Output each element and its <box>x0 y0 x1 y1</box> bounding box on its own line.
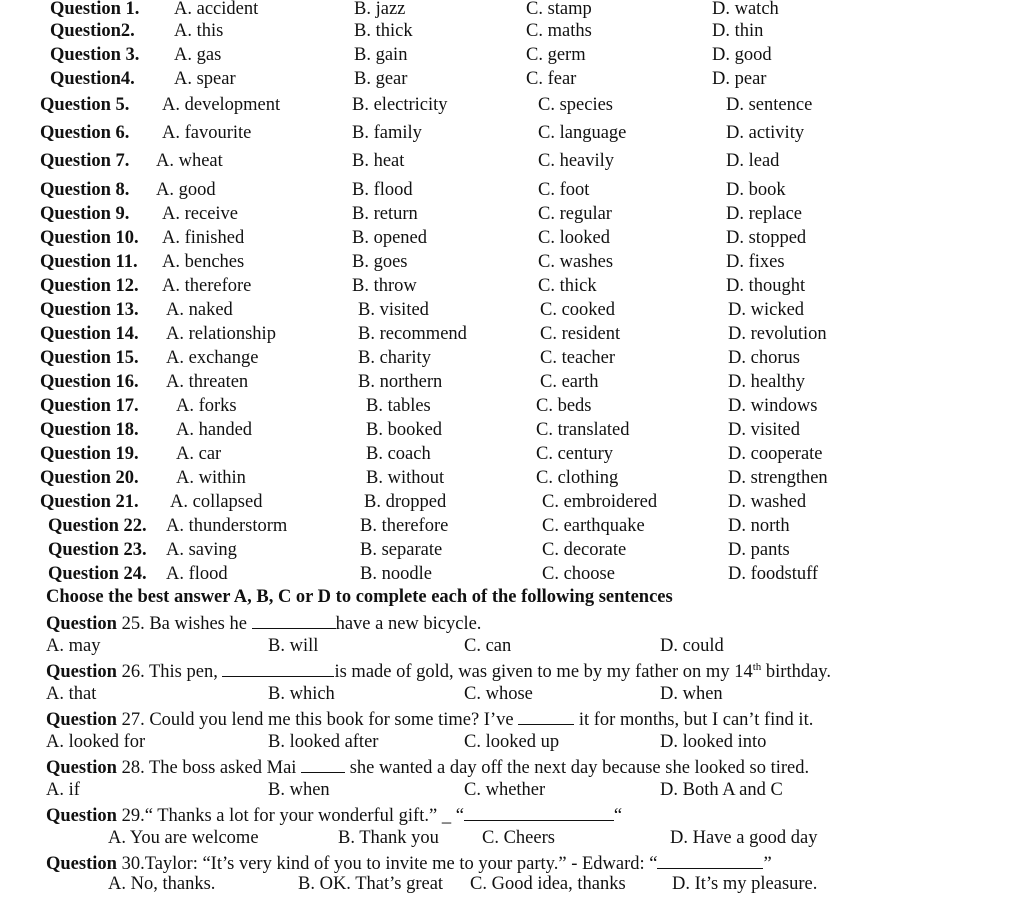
option-a[interactable]: A. favourite <box>162 123 252 143</box>
question-label: Question 6. <box>40 123 130 143</box>
question-label: Question 13. <box>40 300 139 320</box>
question-text: 30.Taylor: “It’s very kind of you to invite me to your party.” - Edward: “ <box>116 854 658 874</box>
option-d[interactable]: D. watch <box>712 0 779 19</box>
option-d[interactable]: D. book <box>726 180 786 200</box>
option-b[interactable]: B. dropped <box>364 492 447 512</box>
answer-blank <box>222 661 334 677</box>
question-row <box>0 124 1024 147</box>
option-b[interactable]: B. separate <box>360 540 443 560</box>
question-label: Question2. <box>50 21 135 41</box>
question-row <box>0 565 1024 588</box>
option-c[interactable]: C. fear <box>526 69 577 89</box>
question-label: Question 21. <box>40 492 139 512</box>
question-27-stem <box>46 709 813 730</box>
question-label: Question 1. <box>50 0 140 19</box>
question-row <box>0 541 1024 564</box>
question-row <box>0 517 1024 540</box>
option-c[interactable]: C. Good idea, thanks <box>470 874 626 894</box>
option-b[interactable]: B. return <box>352 204 418 224</box>
option-a[interactable]: A. wheat <box>156 151 223 171</box>
option-a[interactable]: A. handed <box>176 420 253 440</box>
option-a[interactable]: A. flood <box>166 564 228 584</box>
question-25-stem <box>46 613 481 634</box>
option-c[interactable]: C. resident <box>540 324 621 344</box>
option-d[interactable]: D. chorus <box>728 348 800 368</box>
option-a[interactable]: A. if <box>46 780 80 800</box>
question-label: Question 18. <box>40 420 139 440</box>
question-label: Question 10. <box>40 228 139 248</box>
question-row <box>0 277 1024 300</box>
question-label: Question 23. <box>48 540 147 560</box>
option-c[interactable]: C. heavily <box>538 151 615 171</box>
option-b[interactable]: B. opened <box>352 228 428 248</box>
option-c[interactable]: C. choose <box>542 564 615 584</box>
option-d[interactable]: D. foodstuff <box>728 564 819 584</box>
option-d[interactable]: D. washed <box>728 492 807 512</box>
option-b[interactable]: B. looked after <box>268 732 379 752</box>
answer-blank <box>464 805 614 821</box>
option-c[interactable]: C. embroidered <box>542 492 658 512</box>
question-row <box>0 96 1024 119</box>
option-c[interactable]: C. earthquake <box>542 516 645 536</box>
option-d[interactable]: D. replace <box>726 204 803 224</box>
option-c[interactable]: C. whether <box>464 780 546 800</box>
question-text: birthday. <box>761 662 831 682</box>
option-c[interactable]: C. cooked <box>540 300 616 320</box>
option-b[interactable]: B. recommend <box>358 324 467 344</box>
question-text: have a new bicycle. <box>335 614 482 634</box>
option-b[interactable]: B. will <box>268 636 319 656</box>
option-c[interactable]: C. Cheers <box>482 828 555 848</box>
question-label: Question 17. <box>40 396 139 416</box>
option-b[interactable]: B. throw <box>352 276 417 296</box>
question-text: she wanted a day off the next day because she looked so tired. <box>345 758 810 778</box>
question-label: Question 20. <box>40 468 139 488</box>
question-row <box>0 181 1024 204</box>
option-a[interactable]: A. may <box>46 636 101 656</box>
option-c[interactable]: C. translated <box>536 420 630 440</box>
option-a[interactable]: A. this <box>174 21 224 41</box>
option-c[interactable]: C. century <box>536 444 614 464</box>
open-quote: _ “ <box>441 806 464 826</box>
question-row <box>0 253 1024 276</box>
option-b[interactable]: B. charity <box>358 348 431 368</box>
option-a[interactable]: A. spear <box>174 69 236 89</box>
question-row <box>0 70 1024 93</box>
question-28-stem <box>46 757 809 778</box>
ordinal-suffix: th <box>752 660 762 673</box>
question-label: Question 24. <box>48 564 147 584</box>
option-b[interactable]: B. heat <box>352 151 405 171</box>
question-29-stem <box>46 805 622 826</box>
option-c[interactable]: C. decorate <box>542 540 627 560</box>
question-label: Question 11. <box>40 252 138 272</box>
question-label: Question 15. <box>40 348 139 368</box>
option-c[interactable]: C. whose <box>464 684 533 704</box>
option-d[interactable]: D. lead <box>726 151 780 171</box>
question-row <box>0 349 1024 372</box>
option-a[interactable]: A. development <box>162 95 281 115</box>
option-d[interactable]: D. when <box>660 684 723 704</box>
option-c[interactable]: C. teacher <box>540 348 615 368</box>
option-c[interactable]: C. can <box>464 636 512 656</box>
question-row <box>0 22 1024 45</box>
question-label: Question 3. <box>50 45 140 65</box>
option-d[interactable]: D. strengthen <box>728 468 828 488</box>
option-d[interactable]: D. Both A and C <box>660 780 783 800</box>
option-b[interactable]: B. without <box>366 468 445 488</box>
option-c[interactable]: C. species <box>538 95 614 115</box>
question-row <box>0 397 1024 420</box>
answer-blank <box>518 709 574 725</box>
option-b[interactable]: B. tables <box>366 396 431 416</box>
question-label: Question4. <box>50 69 135 89</box>
option-a[interactable]: A. within <box>176 468 246 488</box>
option-d[interactable]: D. north <box>728 516 790 536</box>
option-b[interactable]: B. electricity <box>352 95 448 115</box>
question-row <box>0 325 1024 348</box>
close-quote: ” <box>763 854 772 874</box>
option-b[interactable]: B. northern <box>358 372 443 392</box>
option-a[interactable]: A. threaten <box>166 372 249 392</box>
option-d[interactable]: D. thought <box>726 276 806 296</box>
option-a[interactable]: A. therefore <box>162 276 252 296</box>
answer-blank <box>301 757 345 773</box>
question-label: Question 12. <box>40 276 139 296</box>
option-b[interactable]: B. OK. That’s great <box>298 874 444 894</box>
option-b[interactable]: B. family <box>352 123 422 143</box>
option-c[interactable]: C. thick <box>538 276 597 296</box>
option-a[interactable]: A. saving <box>166 540 237 560</box>
question-label: Question 14. <box>40 324 139 344</box>
option-d[interactable]: D. sentence <box>726 95 813 115</box>
option-d[interactable]: D. wicked <box>728 300 805 320</box>
option-d[interactable]: D. healthy <box>728 372 806 392</box>
option-b[interactable]: B. therefore <box>360 516 449 536</box>
question-text: it for months, but I can’t find it. <box>574 710 814 730</box>
option-a[interactable]: A. gas <box>174 45 222 65</box>
option-d[interactable]: D. could <box>660 636 724 656</box>
question-row <box>0 229 1024 252</box>
option-a[interactable]: A. thunderstorm <box>166 516 288 536</box>
answer-blank <box>252 613 336 629</box>
option-b[interactable]: B. booked <box>366 420 443 440</box>
question-text: 26. This pen, <box>116 662 223 682</box>
option-b[interactable]: B. which <box>268 684 335 704</box>
option-b[interactable]: B. visited <box>358 300 429 320</box>
option-b[interactable]: B. jazz <box>354 0 406 19</box>
option-a[interactable]: A. forks <box>176 396 237 416</box>
option-d[interactable]: D. cooperate <box>728 444 823 464</box>
question-label: Question 19. <box>40 444 139 464</box>
option-a[interactable]: A. car <box>176 444 222 464</box>
question-label: Question <box>46 854 117 874</box>
question-label: Question 22. <box>48 516 147 536</box>
option-c[interactable]: C. language <box>538 123 627 143</box>
answer-blank <box>657 853 763 869</box>
option-c[interactable]: C. washes <box>538 252 614 272</box>
option-b[interactable]: B. when <box>268 780 330 800</box>
option-b[interactable]: B. thick <box>354 21 413 41</box>
option-d[interactable]: D. visited <box>728 420 800 440</box>
option-d[interactable]: D. stopped <box>726 228 807 248</box>
question-row <box>0 301 1024 324</box>
option-c[interactable]: C. foot <box>538 180 590 200</box>
option-a[interactable]: A. relationship <box>166 324 276 344</box>
option-c[interactable]: C. maths <box>526 21 592 41</box>
question-label: Question <box>46 806 117 826</box>
question-row <box>0 373 1024 396</box>
option-c[interactable]: C. beds <box>536 396 592 416</box>
option-d[interactable]: D. good <box>712 45 772 65</box>
question-text: is made of gold, was given to me by my father on my 14 <box>334 662 753 682</box>
option-c[interactable]: C. germ <box>526 45 586 65</box>
question-label: Question <box>46 614 117 634</box>
question-row <box>0 205 1024 228</box>
option-d[interactable]: D. looked into <box>660 732 767 752</box>
question-label: Question 16. <box>40 372 139 392</box>
question-row <box>0 469 1024 492</box>
option-d[interactable]: D. fixes <box>726 252 785 272</box>
option-b[interactable]: B. gain <box>354 45 408 65</box>
question-row <box>0 46 1024 69</box>
option-d[interactable]: D. activity <box>726 123 805 143</box>
question-30-stem <box>46 853 772 874</box>
question-row <box>0 152 1024 175</box>
close-quote: “ <box>613 806 623 826</box>
section-heading: Choose the best answer A, B, C or D to complete each of the following sentences <box>46 587 673 607</box>
question-text: 28. The boss asked Mai <box>116 758 302 778</box>
question-row <box>0 421 1024 444</box>
question-text: 29.“ Thanks a lot for your wonderful gift.” <box>116 806 442 826</box>
option-a[interactable]: A. looked for <box>46 732 146 752</box>
option-a[interactable]: A. naked <box>166 300 233 320</box>
question-label: Question 8. <box>40 180 130 200</box>
option-c[interactable]: C. looked up <box>464 732 560 752</box>
option-a[interactable]: A. No, thanks. <box>108 874 216 894</box>
question-row <box>0 493 1024 516</box>
option-c[interactable]: C. looked <box>538 228 610 248</box>
question-label: Question <box>46 710 117 730</box>
option-b[interactable]: B. flood <box>352 180 413 200</box>
option-d[interactable]: D. pear <box>712 69 767 89</box>
option-d[interactable]: D. Have a good day <box>670 828 818 848</box>
option-a[interactable]: A. exchange <box>166 348 259 368</box>
option-b[interactable]: B. Thank you <box>338 828 439 848</box>
option-b[interactable]: B. gear <box>354 69 408 89</box>
question-text: 27. Could you lend me this book for some time? I’ve <box>116 710 519 730</box>
option-a[interactable]: A. receive <box>162 204 239 224</box>
option-a[interactable]: A. finished <box>162 228 245 248</box>
question-26-stem <box>46 661 831 682</box>
question-row <box>0 0 1024 23</box>
question-label: Question 5. <box>40 95 130 115</box>
question-label: Question <box>46 662 117 682</box>
option-c[interactable]: C. regular <box>538 204 612 224</box>
option-a[interactable]: A. good <box>156 180 216 200</box>
option-d[interactable]: D. thin <box>712 21 764 41</box>
option-c[interactable]: C. clothing <box>536 468 619 488</box>
option-d[interactable]: D. windows <box>728 396 818 416</box>
question-text: 25. Ba wishes he <box>116 614 252 634</box>
option-b[interactable]: B. goes <box>352 252 408 272</box>
option-c[interactable]: C. earth <box>540 372 599 392</box>
question-label: Question <box>46 758 117 778</box>
option-d[interactable]: D. It’s my pleasure. <box>672 874 818 894</box>
option-c[interactable]: C. stamp <box>526 0 592 19</box>
option-b[interactable]: B. noodle <box>360 564 432 584</box>
question-label: Question 7. <box>40 151 130 171</box>
question-label: Question 9. <box>40 204 130 224</box>
option-b[interactable]: B. coach <box>366 444 431 464</box>
option-a[interactable]: A. You are welcome <box>108 828 259 848</box>
option-d[interactable]: D. revolution <box>728 324 827 344</box>
question-row <box>0 445 1024 468</box>
option-a[interactable]: A. benches <box>162 252 245 272</box>
option-a[interactable]: A. collapsed <box>170 492 263 512</box>
option-a[interactable]: A. accident <box>174 0 259 19</box>
option-d[interactable]: D. pants <box>728 540 790 560</box>
option-a[interactable]: A. that <box>46 684 97 704</box>
